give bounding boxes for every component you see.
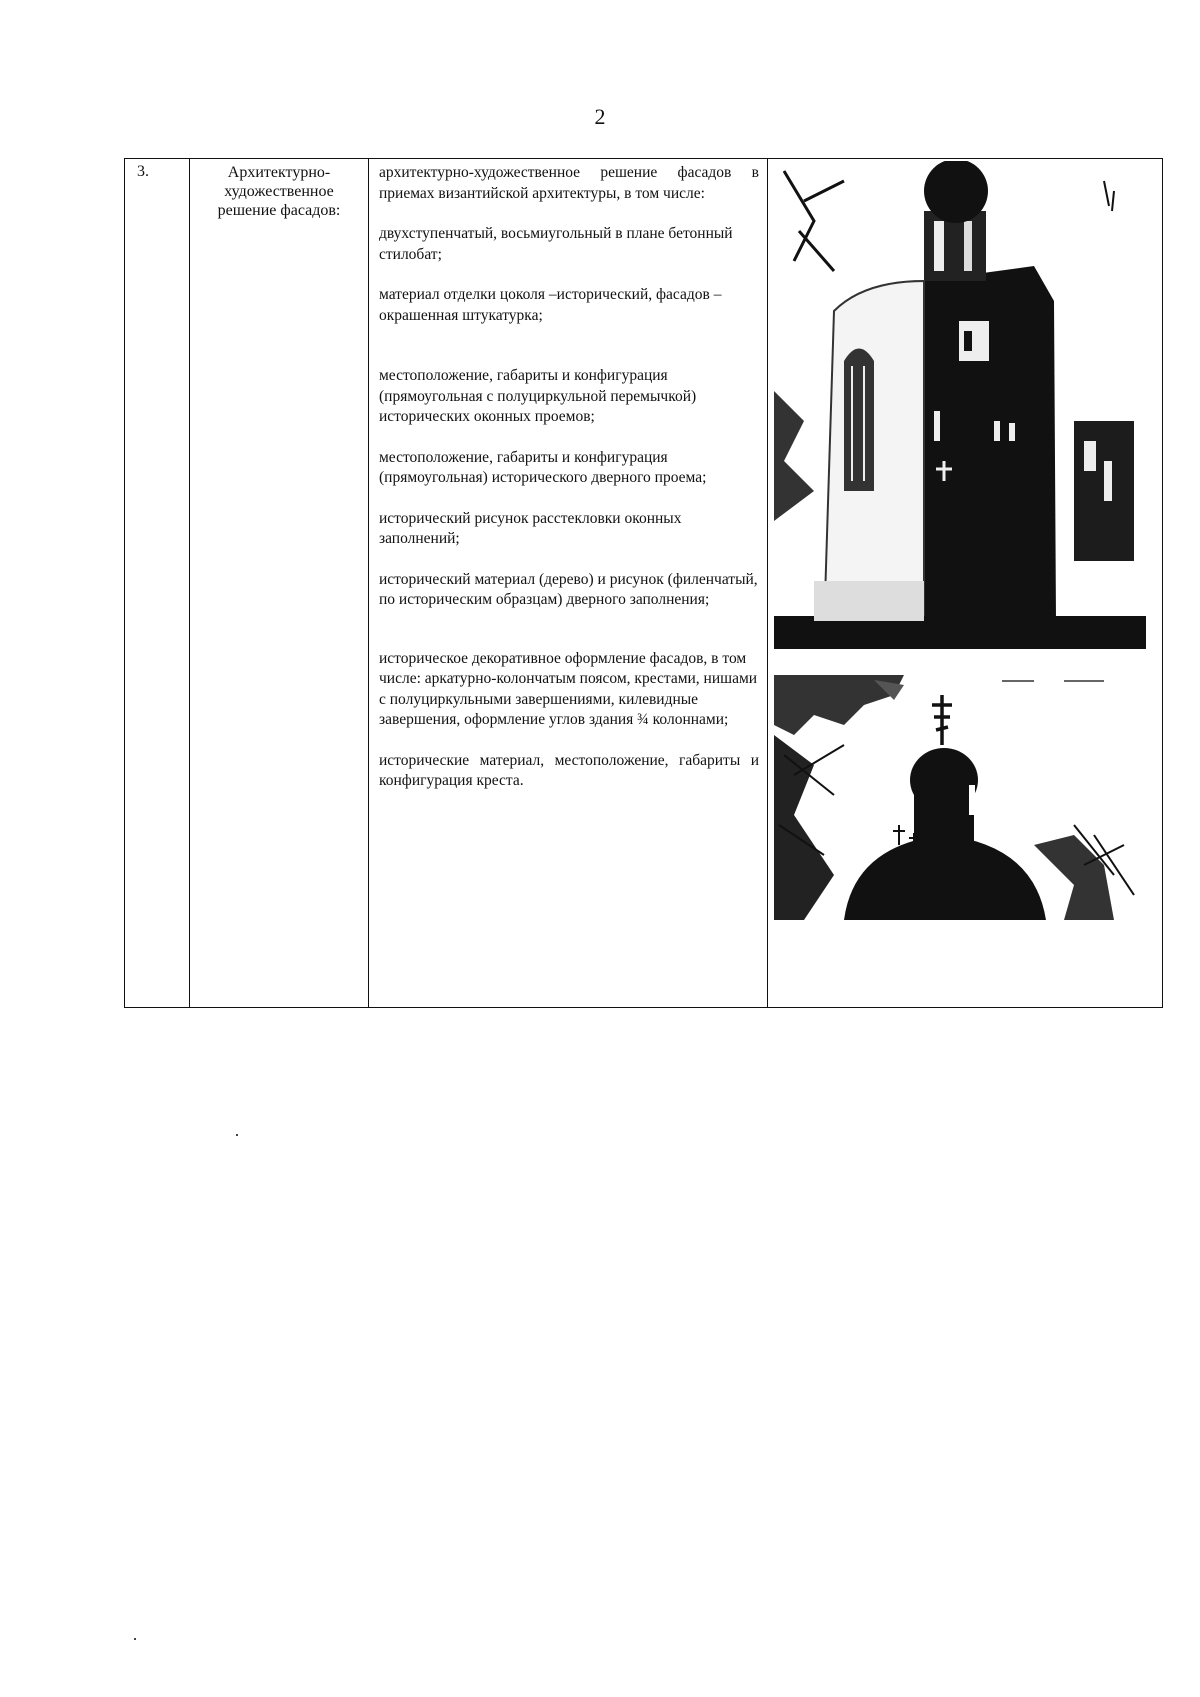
page-number: 2 [594,104,606,129]
row-name-line: решение фасадов: [217,202,341,219]
row-photos [768,159,1163,1008]
description-paragraph: двухступенчатый, восьмиугольный в плане бетонный стилобат; [379,225,733,263]
description-paragraph: архитектурно-художественное решение фасадов в приемах византийской архитектуры, в том числе: [379,164,759,202]
row-description [369,159,768,1008]
description-paragraph: исторические материал, местоположение, габариты и конфигурация креста. [379,751,759,789]
description-paragraph: местоположение, габариты и конфигурация (прямоугольная с полуциркульной перемычкой) исторических оконных проемов; [379,367,697,425]
scan-speck [134,1638,136,1640]
church-facade-photo [774,161,1146,649]
table-row [125,159,1163,1008]
row-name-line: Архитектурно- [227,164,331,181]
church-dome-photo [774,675,1146,925]
row-name-line: художественное [224,183,334,200]
description-paragraph: местоположение, габариты и конфигурация (прямоугольная) исторического дверного проема; [379,448,707,486]
description-paragraph: исторический рисунок расстекловки оконных заполнений; [379,509,682,547]
description-paragraph: материал отделки цоколя –исторический, фасадов – окрашенная штукатурка; [379,286,722,324]
attributes-table [124,158,1163,1008]
row-name [190,159,369,1008]
row-number: 3. [125,159,190,1008]
scan-speck [236,1134,238,1136]
description-paragraph: исторический материал (дерево) и рисунок (филенчатый, по историческим образцам) дверного заполнения; [379,570,758,608]
description-paragraph: историческое декоративное оформление фасадов, в том числе: аркатурно-колончатым поясом, крестами, нишами с полуциркульными завершениями, килевидные завершения, оформление углов здания ¾ колоннами; [379,649,758,728]
